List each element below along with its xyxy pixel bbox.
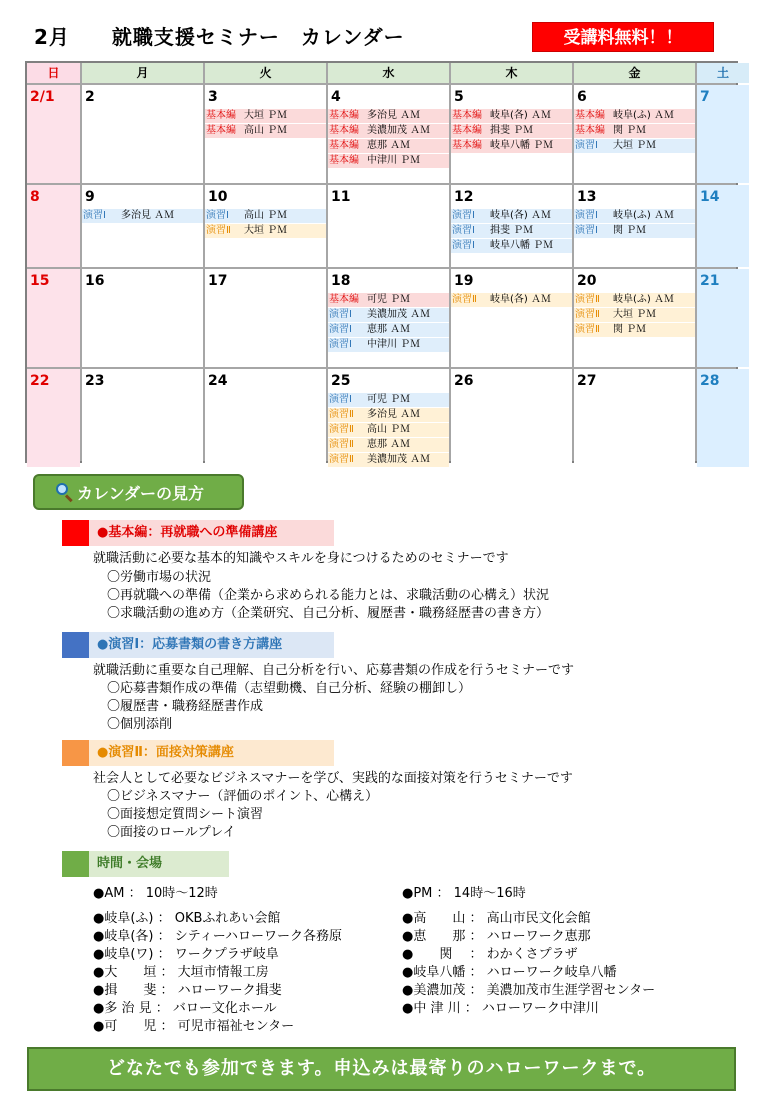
seminar-location-time: 可児 ＰＭ bbox=[367, 294, 411, 305]
seminar-entry bbox=[574, 109, 695, 123]
seminar-entry bbox=[205, 124, 326, 138]
seminar-location-time: 大垣 ＰＭ bbox=[244, 110, 288, 121]
day-cell[interactable] bbox=[697, 269, 749, 367]
seminar-category: 基本編 bbox=[329, 125, 359, 136]
day-number: 24 bbox=[208, 373, 228, 389]
venue-left: ●岐阜(ふ) ： OKBふれあい会館 bbox=[93, 911, 281, 926]
basic-heading-label: ●基本編：再就職への準備講座 bbox=[89, 520, 334, 546]
day-cell[interactable] bbox=[27, 85, 80, 183]
seminar-location-time: 岐阜八幡 ＰＭ bbox=[490, 140, 554, 151]
seminar-location-time: 大垣 ＰＭ bbox=[613, 309, 657, 320]
seminar-category: 演習Ⅱ bbox=[575, 309, 600, 320]
seminar-category: 基本編 bbox=[206, 125, 236, 136]
day-cell[interactable] bbox=[697, 85, 749, 183]
basic-item: 〇労働市場の状況 bbox=[107, 570, 212, 585]
day-cell[interactable] bbox=[328, 269, 449, 367]
day-cell[interactable] bbox=[82, 369, 203, 467]
day-number: 7 bbox=[700, 89, 710, 105]
day-cell[interactable] bbox=[697, 369, 749, 467]
seminar-location-time: 岐阜八幡 ＰＭ bbox=[490, 240, 554, 251]
seminar-location-time: 恵那 ＡＭ bbox=[367, 140, 411, 151]
day-cell[interactable] bbox=[205, 85, 326, 183]
seminar-location-time: 大垣 ＰＭ bbox=[244, 225, 288, 236]
seminar-location-time: 揖斐 ＰＭ bbox=[490, 125, 534, 136]
venue-right: ●中 津 川 ： ハローワーク中津川 bbox=[402, 1001, 599, 1016]
ex2-item: 〇面接のロールプレイ bbox=[107, 825, 236, 840]
seminar-category: 基本編 bbox=[452, 125, 482, 136]
seminar-entry bbox=[328, 308, 449, 322]
ex1-section-heading bbox=[62, 632, 334, 658]
day-number: 6 bbox=[577, 89, 587, 105]
day-cell[interactable] bbox=[205, 185, 326, 267]
page-title: 2月 就職支援セミナー カレンダー bbox=[34, 25, 405, 49]
seminar-entry bbox=[451, 209, 572, 223]
venue-right: ●岐阜八幡 ： ハローワーク岐阜八幡 bbox=[402, 965, 617, 980]
seminar-location-time: 高山 ＰＭ bbox=[367, 424, 411, 435]
ex2-section-heading bbox=[62, 740, 334, 766]
day-cell[interactable] bbox=[82, 185, 203, 267]
seminar-location-time: 大垣 ＰＭ bbox=[613, 140, 657, 151]
venue-heading-label: 時間・会場 bbox=[89, 851, 229, 877]
seminar-location-time: 美濃加茂 ＡＭ bbox=[367, 309, 431, 320]
seminar-entry bbox=[328, 323, 449, 337]
day-number: 4 bbox=[331, 89, 341, 105]
day-number: 25 bbox=[331, 373, 351, 389]
seminar-entry bbox=[328, 438, 449, 452]
venue-right: ●恵 那 ： ハローワーク恵那 bbox=[402, 929, 591, 944]
seminar-category: 演習Ⅰ bbox=[329, 324, 352, 335]
day-number: 13 bbox=[577, 189, 597, 205]
day-number: 8 bbox=[30, 189, 40, 205]
day-cell[interactable] bbox=[328, 85, 449, 183]
magnifier-icon bbox=[55, 483, 73, 501]
seminar-location-time: 岐阜(ふ) ＡＭ bbox=[613, 294, 674, 305]
day-cell[interactable] bbox=[82, 85, 203, 183]
seminar-entry bbox=[205, 224, 326, 238]
ex1-item: 〇応募書類作成の準備（志望動機、自己分析、経験の棚卸し） bbox=[107, 681, 472, 696]
seminar-location-time: 可児 ＰＭ bbox=[367, 394, 411, 405]
seminar-category: 演習Ⅰ bbox=[329, 394, 352, 405]
seminar-category: 基本編 bbox=[329, 155, 359, 166]
seminar-entry bbox=[574, 209, 695, 223]
seminar-entry bbox=[574, 323, 695, 337]
seminar-entry bbox=[328, 393, 449, 407]
ex1-description: 就職活動に重要な自己理解、自己分析を行い、応募書類の作成を行うセミナーです bbox=[93, 663, 575, 678]
seminar-entry bbox=[451, 139, 572, 153]
day-number: 3 bbox=[208, 89, 218, 105]
seminar-entry bbox=[451, 293, 572, 307]
ex1-color-square bbox=[62, 632, 89, 658]
seminar-location-time: 美濃加茂 ＡＭ bbox=[367, 454, 431, 465]
seminar-entry bbox=[82, 209, 203, 223]
seminar-location-time: 関 ＰＭ bbox=[613, 225, 647, 236]
seminar-location-time: 高山 ＰＭ bbox=[244, 210, 288, 221]
seminar-category: 演習Ⅱ bbox=[452, 294, 477, 305]
day-cell[interactable] bbox=[328, 185, 449, 267]
day-number: 27 bbox=[577, 373, 597, 389]
venue-color-square bbox=[62, 851, 89, 877]
seminar-category: 基本編 bbox=[452, 140, 482, 151]
seminar-location-time: 関 ＰＭ bbox=[613, 125, 647, 136]
seminar-category: 演習Ⅱ bbox=[329, 454, 354, 465]
seminar-category: 演習Ⅱ bbox=[575, 294, 600, 305]
seminar-entry bbox=[328, 408, 449, 422]
day-cell[interactable] bbox=[451, 369, 572, 467]
seminar-location-time: 関 ＰＭ bbox=[613, 324, 647, 335]
seminar-entry bbox=[328, 453, 449, 467]
seminar-entry bbox=[574, 139, 695, 153]
seminar-location-time: 多治見 ＡＭ bbox=[367, 110, 421, 121]
seminar-category: 演習Ⅱ bbox=[575, 324, 600, 335]
seminar-location-time: 恵那 ＡＭ bbox=[367, 324, 411, 335]
seminar-entry bbox=[451, 124, 572, 138]
seminar-location-time: 岐阜(各) ＡＭ bbox=[490, 294, 551, 305]
day-cell[interactable] bbox=[574, 269, 695, 367]
seminar-entry bbox=[574, 293, 695, 307]
weekday-header: 日 bbox=[27, 63, 80, 83]
day-cell[interactable] bbox=[451, 269, 572, 367]
ex1-heading-label: ●演習Ⅰ：応募書類の書き方講座 bbox=[89, 632, 334, 658]
day-cell[interactable] bbox=[697, 185, 749, 267]
day-cell[interactable] bbox=[27, 269, 80, 367]
seminar-category: 演習Ⅱ bbox=[329, 424, 354, 435]
day-number: 21 bbox=[700, 273, 720, 289]
venue-left: ●揖 斐 ： ハローワーク揖斐 bbox=[93, 983, 282, 998]
seminar-location-time: 美濃加茂 ＡＭ bbox=[367, 125, 431, 136]
seminar-category: 基本編 bbox=[329, 110, 359, 121]
day-number: 14 bbox=[700, 189, 720, 205]
venue-left: ●岐阜(ワ) ： ワークプラザ岐阜 bbox=[93, 947, 279, 962]
am-time: ●AM ： 10時～12時 bbox=[93, 886, 218, 901]
legend-button[interactable] bbox=[33, 474, 244, 510]
seminar-entry bbox=[451, 239, 572, 253]
day-number: 28 bbox=[700, 373, 720, 389]
weekday-header: 木 bbox=[451, 63, 572, 83]
day-number: 2/1 bbox=[30, 89, 55, 105]
footer-banner: どなたでも参加できます。申込みは最寄りのハローワークまで。 bbox=[27, 1047, 736, 1091]
day-number: 18 bbox=[331, 273, 351, 289]
day-cell[interactable] bbox=[451, 185, 572, 267]
weekday-header: 月 bbox=[82, 63, 203, 83]
weekday-header: 火 bbox=[205, 63, 326, 83]
seminar-location-time: 恵那 ＡＭ bbox=[367, 439, 411, 450]
calendar-grid bbox=[25, 61, 738, 463]
basic-section-heading bbox=[62, 520, 334, 546]
seminar-entry bbox=[328, 109, 449, 123]
basic-item: 〇求職活動の進め方（企業研究、自己分析、履歴書・職務経歴書の書き方） bbox=[107, 606, 550, 621]
seminar-entry bbox=[205, 109, 326, 123]
seminar-category: 演習Ⅰ bbox=[206, 210, 229, 221]
seminar-category: 基本編 bbox=[575, 125, 605, 136]
seminar-category: 基本編 bbox=[575, 110, 605, 121]
seminar-entry bbox=[574, 308, 695, 322]
day-number: 16 bbox=[85, 273, 105, 289]
day-number: 26 bbox=[454, 373, 474, 389]
seminar-category: 演習Ⅱ bbox=[329, 439, 354, 450]
seminar-location-time: 中津川 ＰＭ bbox=[367, 155, 421, 166]
seminar-category: 演習Ⅰ bbox=[452, 225, 475, 236]
seminar-entry bbox=[328, 338, 449, 352]
day-cell[interactable] bbox=[574, 369, 695, 467]
day-number: 11 bbox=[331, 189, 351, 205]
day-cell[interactable] bbox=[27, 369, 80, 467]
venue-left: ●可 児 ： 可児市福祉センター bbox=[93, 1019, 295, 1034]
seminar-category: 基本編 bbox=[329, 140, 359, 151]
seminar-location-time: 多治見 ＡＭ bbox=[367, 409, 421, 420]
seminar-location-time: 岐阜(ふ) ＡＭ bbox=[613, 210, 674, 221]
seminar-location-time: 岐阜(各) ＡＭ bbox=[490, 210, 551, 221]
seminar-entry bbox=[205, 209, 326, 223]
venue-left: ●多 治 見 ： バロー文化ホール bbox=[93, 1001, 277, 1016]
ex2-item: 〇ビジネスマナー（評価のポイント、心構え） bbox=[107, 789, 379, 804]
day-number: 2 bbox=[85, 89, 95, 105]
seminar-category: 演習Ⅰ bbox=[575, 210, 598, 221]
day-number: 22 bbox=[30, 373, 50, 389]
seminar-entry bbox=[574, 124, 695, 138]
venue-left: ●大 垣 ： 大垣市情報工房 bbox=[93, 965, 269, 980]
day-number: 17 bbox=[208, 273, 228, 289]
seminar-location-time: 多治見 ＡＭ bbox=[121, 210, 175, 221]
seminar-category: 基本編 bbox=[452, 110, 482, 121]
day-number: 15 bbox=[30, 273, 50, 289]
weekday-header: 金 bbox=[574, 63, 695, 83]
seminar-entry bbox=[328, 293, 449, 307]
seminar-entry bbox=[328, 139, 449, 153]
legend-button-label: カレンダーの見方 bbox=[77, 483, 204, 503]
basic-description: 就職活動に必要な基本的知識やスキルを身につけるためのセミナーです bbox=[93, 551, 509, 566]
venue-right: ●高 山 ： 高山市民文化会館 bbox=[402, 911, 591, 926]
seminar-entry bbox=[328, 423, 449, 437]
free-badge: 受講料無料！！ bbox=[532, 22, 714, 52]
pm-time: ●PM ： 14時～16時 bbox=[402, 886, 526, 901]
seminar-category: 演習Ⅰ bbox=[329, 339, 352, 350]
weekday-header: 水 bbox=[328, 63, 449, 83]
day-number: 10 bbox=[208, 189, 228, 205]
seminar-category: 演習Ⅰ bbox=[83, 210, 106, 221]
ex2-heading-label: ●演習Ⅱ：面接対策講座 bbox=[89, 740, 334, 766]
weekday-header: 土 bbox=[697, 63, 749, 83]
seminar-category: 演習Ⅰ bbox=[575, 225, 598, 236]
day-cell[interactable] bbox=[451, 85, 572, 183]
seminar-category: 演習Ⅰ bbox=[452, 210, 475, 221]
day-cell[interactable] bbox=[328, 369, 449, 467]
day-cell[interactable] bbox=[205, 269, 326, 367]
day-number: 5 bbox=[454, 89, 464, 105]
seminar-category: 演習Ⅱ bbox=[206, 225, 231, 236]
day-cell[interactable] bbox=[27, 185, 80, 267]
ex2-color-square bbox=[62, 740, 89, 766]
seminar-entry bbox=[451, 224, 572, 238]
seminar-category: 演習Ⅰ bbox=[452, 240, 475, 251]
ex2-item: 〇面接想定質問シート演習 bbox=[107, 807, 264, 822]
ex2-description: 社会人として必要なビジネスマナーを学び、実践的な面接対策を行うセミナーです bbox=[93, 771, 573, 786]
ex1-item: 〇個別添削 bbox=[107, 717, 173, 732]
seminar-category: 演習Ⅰ bbox=[329, 309, 352, 320]
basic-color-square bbox=[62, 520, 89, 546]
day-cell[interactable] bbox=[205, 369, 326, 467]
seminar-location-time: 揖斐 ＰＭ bbox=[490, 225, 534, 236]
seminar-location-time: 中津川 ＰＭ bbox=[367, 339, 421, 350]
venue-section-heading bbox=[62, 851, 229, 877]
seminar-category: 演習Ⅱ bbox=[329, 409, 354, 420]
seminar-entry bbox=[574, 224, 695, 238]
seminar-category: 演習Ⅰ bbox=[575, 140, 598, 151]
venue-left: ●岐阜(各) ： シティーハローワーク各務原 bbox=[93, 929, 343, 944]
seminar-category: 基本編 bbox=[206, 110, 236, 121]
day-number: 20 bbox=[577, 273, 597, 289]
venue-right: ● 関 ： わかくさプラザ bbox=[402, 947, 578, 962]
day-number: 12 bbox=[454, 189, 474, 205]
seminar-location-time: 岐阜(各) ＡＭ bbox=[490, 110, 551, 121]
day-cell[interactable] bbox=[82, 269, 203, 367]
seminar-category: 基本編 bbox=[329, 294, 359, 305]
ex1-item: 〇履歴書・職務経歴書作成 bbox=[107, 699, 264, 714]
venue-right: ●美濃加茂 ： 美濃加茂市生涯学習センター bbox=[402, 983, 656, 998]
seminar-entry bbox=[328, 154, 449, 168]
day-cell[interactable] bbox=[574, 85, 695, 183]
day-number: 23 bbox=[85, 373, 105, 389]
seminar-entry bbox=[328, 124, 449, 138]
seminar-location-time: 岐阜(ふ) ＡＭ bbox=[613, 110, 674, 121]
day-number: 9 bbox=[85, 189, 95, 205]
seminar-entry bbox=[451, 109, 572, 123]
day-number: 19 bbox=[454, 273, 474, 289]
day-cell[interactable] bbox=[574, 185, 695, 267]
basic-item: 〇再就職への準備（企業から求められる能力とは、求職活動の心構え）状況 bbox=[107, 588, 550, 603]
seminar-location-time: 高山 ＰＭ bbox=[244, 125, 288, 136]
